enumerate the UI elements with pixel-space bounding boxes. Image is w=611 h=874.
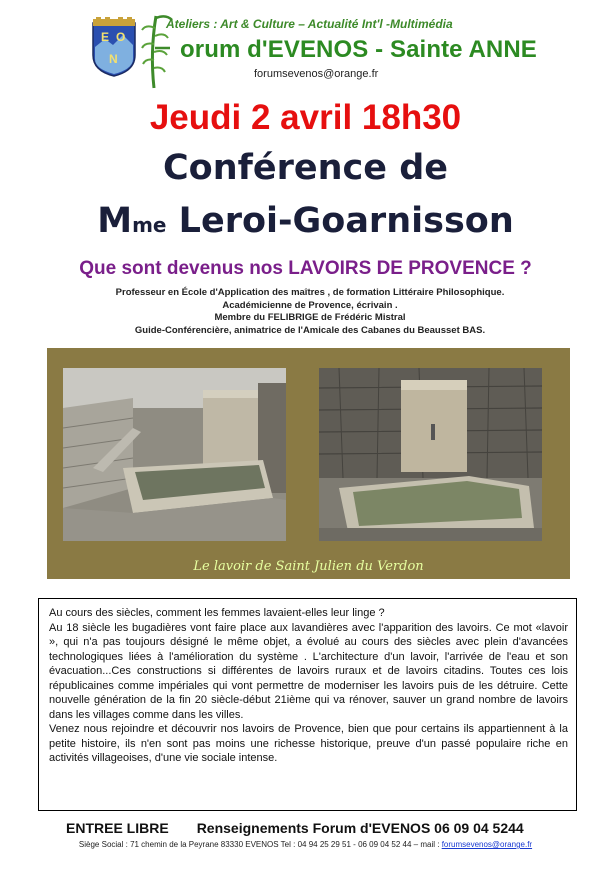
bio-line: Guide-Conférencière, animatrice de l'Amicale des Cabanes du Beausset BAS. <box>134 324 486 336</box>
lavoir-photo-panel <box>47 348 570 579</box>
lavoir-photo-left <box>63 368 286 541</box>
address-text: Siège Social : 71 chemin de la Peyrane 83330 EVENOS Tel : 04 94 25 29 51 - 06 09 04 52 44 – mail : <box>78 840 442 849</box>
bio-line: Membre du FELIBRIGE de Frédéric Mistral <box>214 312 406 323</box>
header-email: forumsevenos@orange.fr <box>254 68 379 80</box>
description-box <box>38 598 577 811</box>
header-tagline: Ateliers : Art & Culture – Actualité Int'l -Multimédia <box>166 17 453 31</box>
speaker-prefix-me: me <box>132 213 167 237</box>
speaker-heading <box>0 201 611 241</box>
free-entry-label: ENTREE LIBRE <box>66 820 169 836</box>
footer-address <box>0 840 611 849</box>
svg-text:E: E <box>101 30 110 44</box>
contact-info: Renseignements Forum d'EVENOS 06 09 04 5244 <box>196 820 524 836</box>
conference-question <box>0 258 611 280</box>
question-prefix: Que sont devenus nos <box>79 258 289 279</box>
conference-heading: Conférence de <box>163 148 448 188</box>
footer-main <box>66 820 586 836</box>
speaker-bio <box>60 287 560 337</box>
evenos-crest-logo <box>91 17 137 77</box>
photo-caption: Le lavoir de Saint Julien du Verdon <box>193 559 424 574</box>
svg-text:O: O <box>116 30 126 44</box>
event-date: Jeudi 2 avril 18h30 <box>149 98 462 137</box>
speaker-name: Leroi-Goarnisson <box>178 201 514 241</box>
description-paragraph: Venez nous rejoindre et découvrir nos lavoirs de Provence, bien que pour certains ils appartiennent à la petite histoire, ils n'en sont pas moins une richesse historique, preuve d'un passé populaire riche en activités villageoises, d'une vie sociale intense. <box>49 723 568 764</box>
bio-line: Académicienne de Provence, écrivain . <box>222 299 398 311</box>
header-title: orum d'EVENOS - Sainte ANNE <box>180 36 537 63</box>
description-paragraph: Au cours des siècles, comment les femmes lavaient-elles leur linge ? <box>49 607 385 619</box>
question-highlight: LAVOIRS DE PROVENCE ? <box>288 258 532 279</box>
bio-line: Professeur en École d'Application des maîtres , de formation Littéraire Philosophique. <box>115 287 505 298</box>
footer-email-link[interactable]: forumsevenos@orange.fr <box>441 840 533 849</box>
lavoir-photo-right <box>319 368 542 541</box>
description-paragraph: Au 18 siècle les bugadières vont faire place aux lavandières avec l'apparition des lavoirs. Ce mot «lavoir », qui n'a pas toujours désigné le même objet, a évolué au cours des siècles avec plein d'avancées technologiques liées à l'amélioration du système . L'architecture d'un lavoir, l'arrivée de l'eau et son évacuation...Ces constructions si différentes de lavoirs ruraux et de lavoirs citadins. Toutes ces lois républicaines comme impériales qui vont permettre de moderniser les lavoirs puis de les détruire. Cette nouvelle génération de la fin 20 siècle-début 21ième qui va rénover, sauver un grand nombre de lavoirs dans les villages comme dans les villes. <box>49 621 568 721</box>
speaker-prefix-m: M <box>97 201 133 241</box>
svg-text:N: N <box>109 52 118 66</box>
